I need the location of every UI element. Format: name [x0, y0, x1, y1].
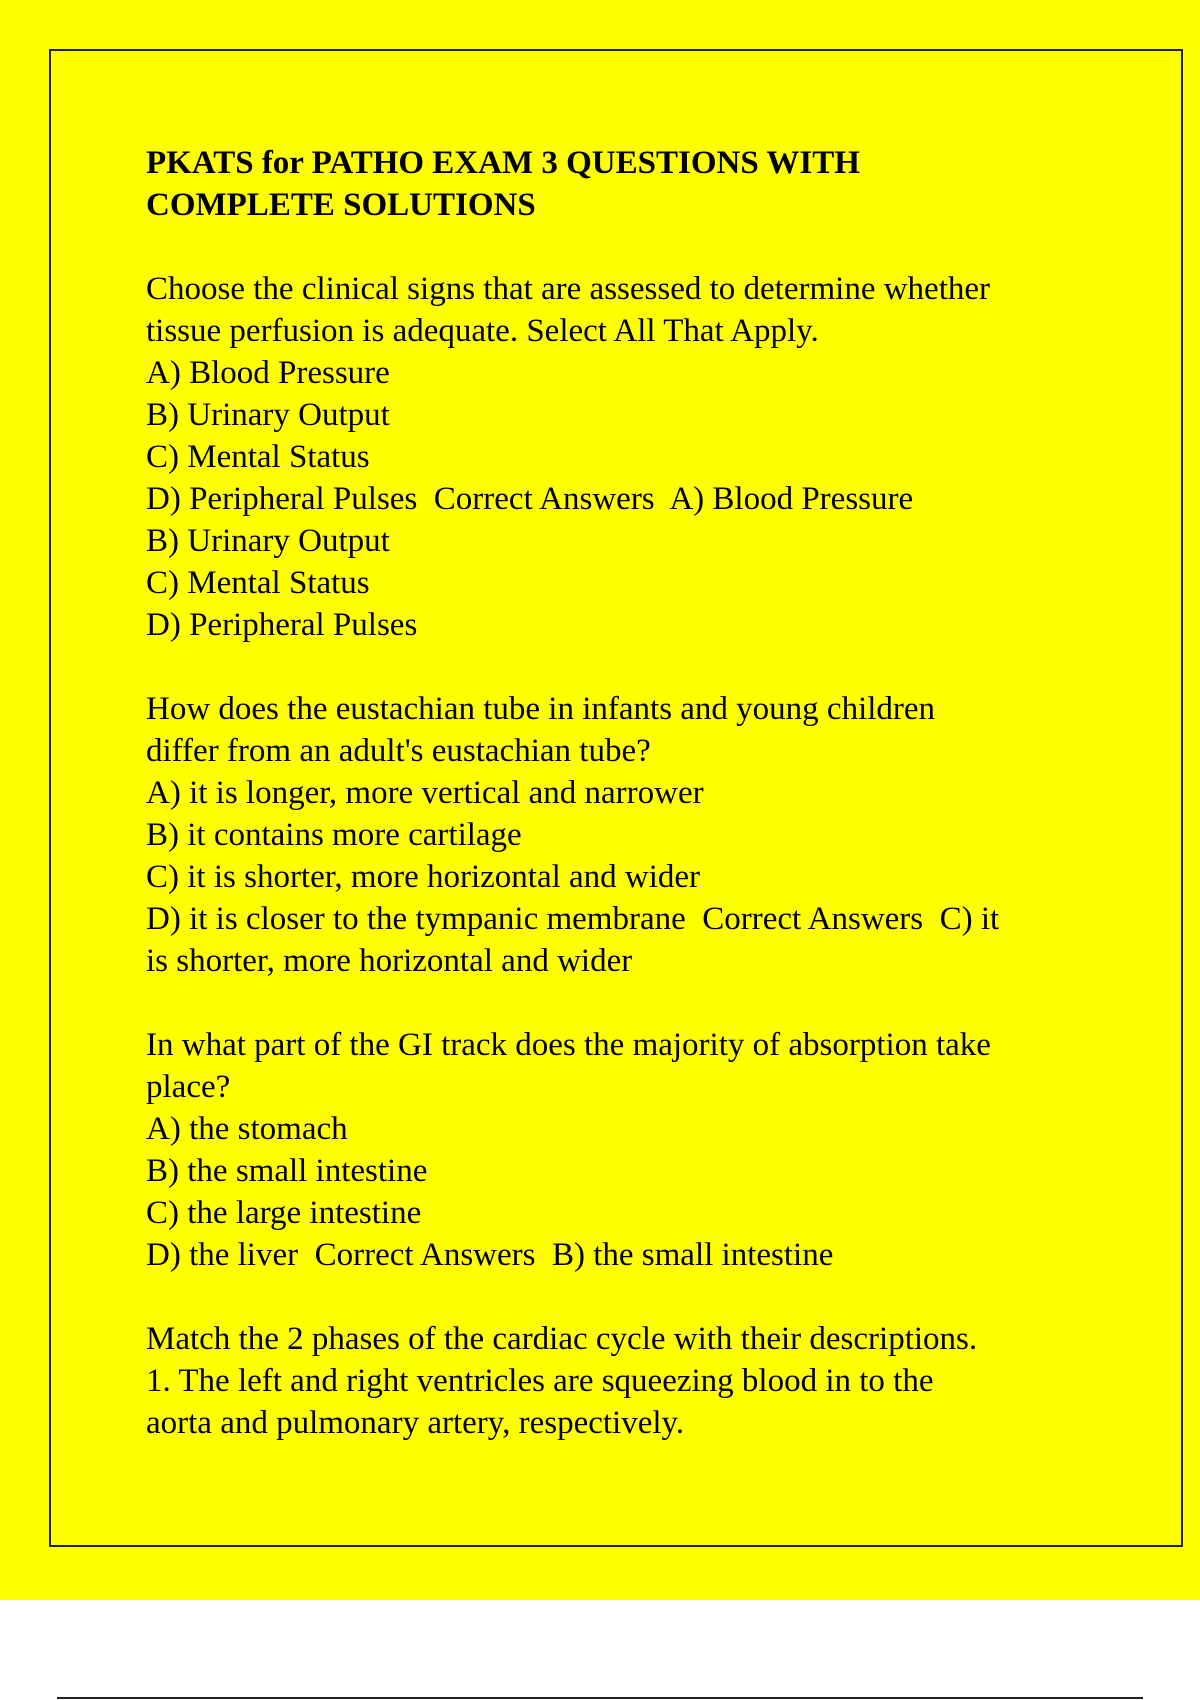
page-bottom-rule: [57, 1697, 1143, 1699]
option-line: A) the stomach: [146, 1111, 348, 1147]
question-gi-absorption: [146, 1024, 1106, 1276]
question-eustachian-tube: [146, 688, 1106, 982]
question-text-line: Choose the clinical signs that are assessed to determine whether: [146, 271, 990, 307]
option-line: B) Urinary Output: [146, 397, 390, 433]
answer-line: is shorter, more horizontal and wider: [146, 943, 633, 979]
title-line: PKATS for PATHO EXAM 3 QUESTIONS WITH: [146, 145, 860, 181]
question-text-line: aorta and pulmonary artery, respectively.: [146, 1405, 685, 1441]
question-text-line: In what part of the GI track does the majority of absorption take: [146, 1027, 991, 1063]
option-line: B) it contains more cartilage: [146, 817, 522, 853]
question-text-line: 1. The left and right ventricles are squeezing blood in to the: [146, 1363, 934, 1399]
document-title: [146, 142, 1106, 226]
option-answer-line: D) the liver Correct Answers B) the small intestine: [146, 1237, 834, 1273]
option-line: A) it is longer, more vertical and narrower: [146, 775, 704, 811]
question-text-line: tissue perfusion is adequate. Select All That Apply.: [146, 313, 819, 349]
answer-line: D) Peripheral Pulses: [146, 607, 418, 643]
question-perfusion: [146, 268, 1106, 646]
answer-line: C) Mental Status: [146, 565, 370, 601]
question-text-line: place?: [146, 1069, 231, 1105]
document-content: [146, 142, 1106, 1486]
option-line: C) Mental Status: [146, 439, 370, 475]
option-line: C) the large intestine: [146, 1195, 422, 1231]
option-line: C) it is shorter, more horizontal and wider: [146, 859, 701, 895]
question-text-line: Match the 2 phases of the cardiac cycle with their descriptions.: [146, 1321, 978, 1357]
question-text-line: differ from an adult's eustachian tube?: [146, 733, 651, 769]
option-answer-line: D) Peripheral Pulses Correct Answers A) Blood Pressure: [146, 481, 914, 517]
answer-line: B) Urinary Output: [146, 523, 390, 559]
title-line: COMPLETE SOLUTIONS: [146, 187, 536, 223]
option-answer-line: D) it is closer to the tympanic membrane Correct Answers C) it: [146, 901, 1000, 937]
question-cardiac-cycle: [146, 1318, 1106, 1444]
option-line: A) Blood Pressure: [146, 355, 390, 391]
question-text-line: How does the eustachian tube in infants and young children: [146, 691, 936, 727]
option-line: B) the small intestine: [146, 1153, 428, 1189]
